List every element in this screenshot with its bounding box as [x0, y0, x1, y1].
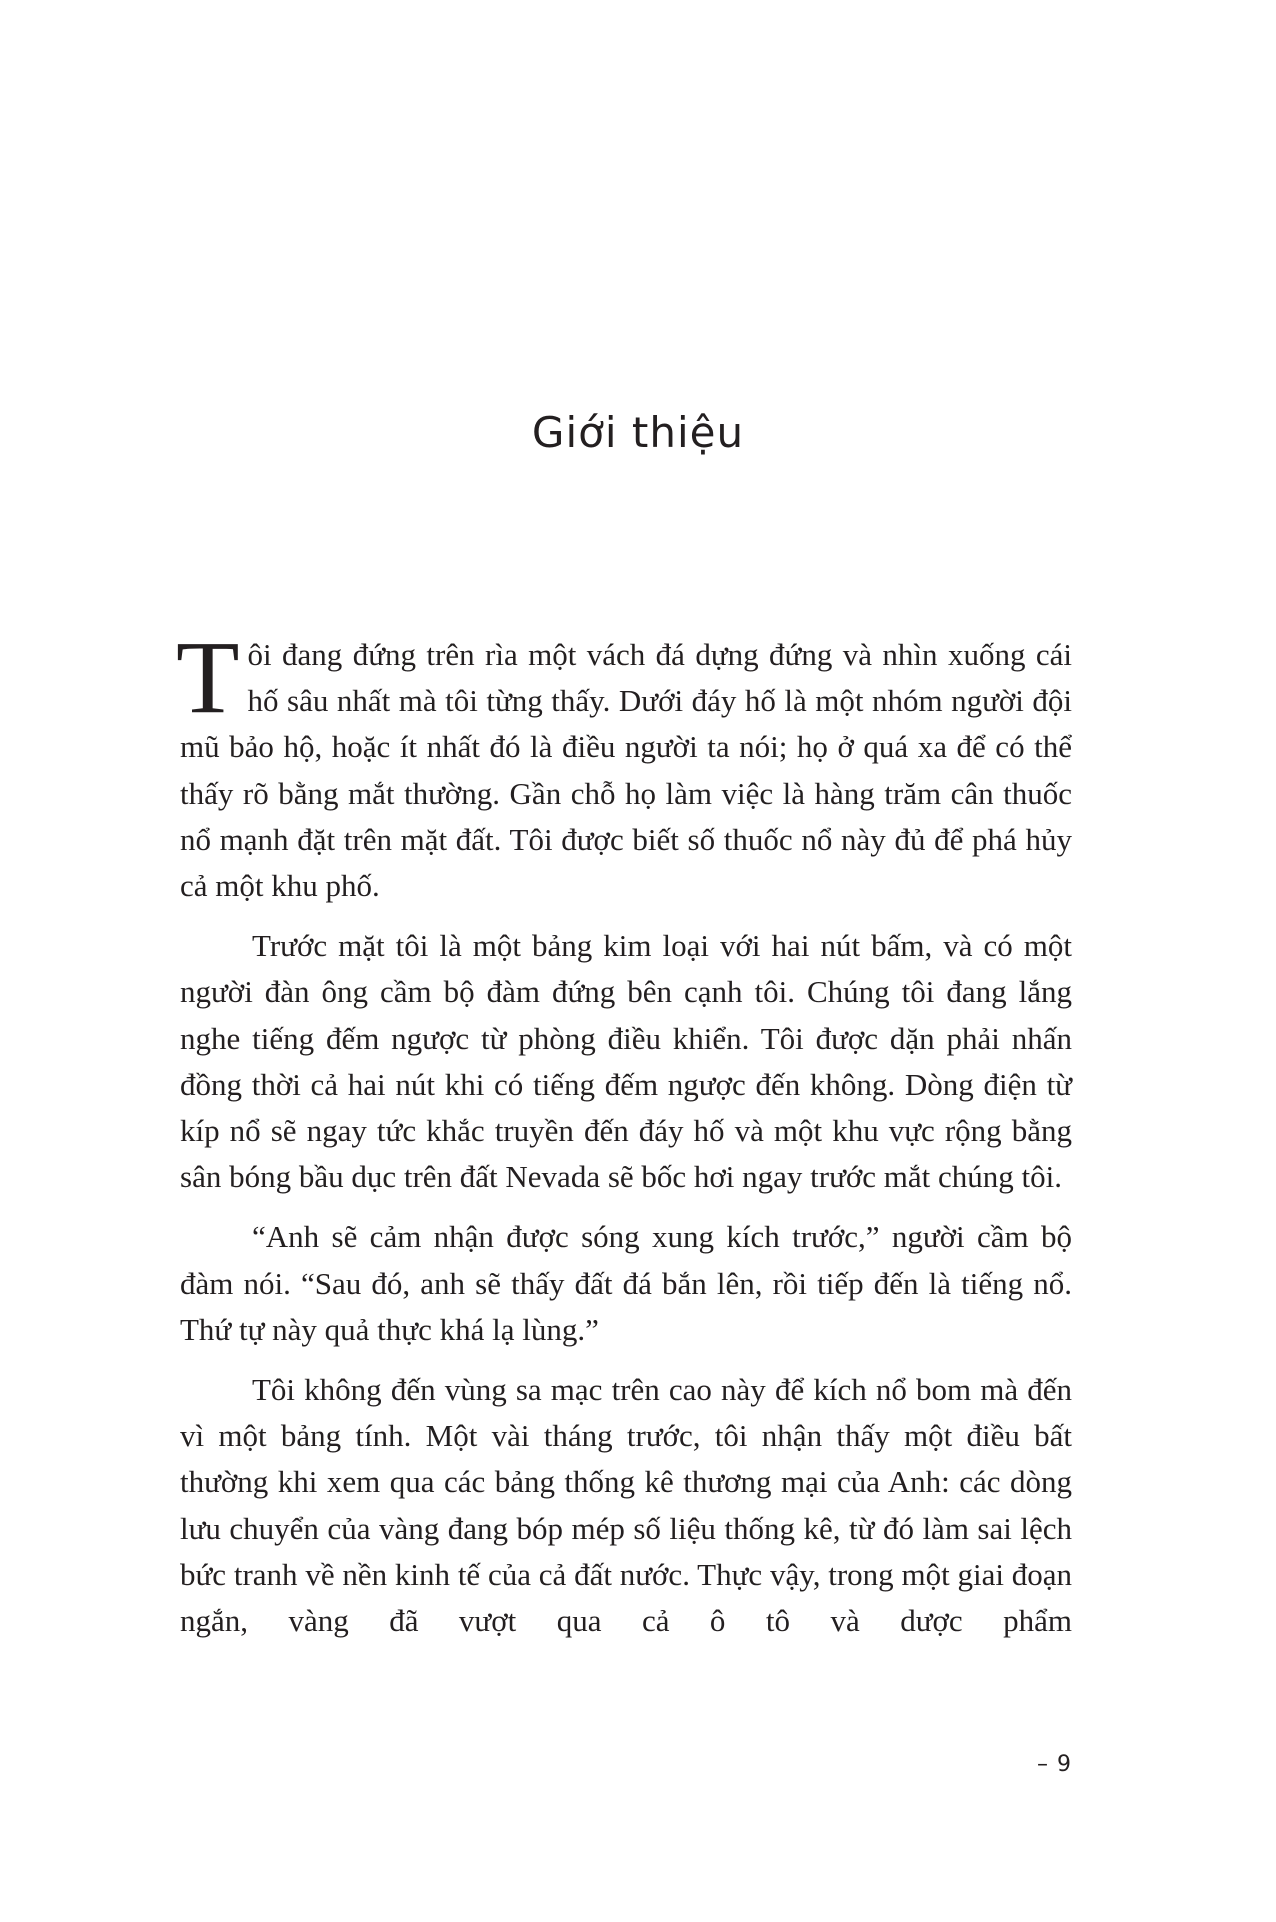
drop-cap: T	[176, 620, 240, 735]
paragraph-3: “Anh sẽ cảm nhận được sóng xung kích trước,” người cầm bộ đàm nói. “Sau đó, anh sẽ thấy đất đá bắn lên, rồi tiếp đến là tiếng nổ. Thứ tự này quả thực khá lạ lùng.”	[180, 1219, 1072, 1347]
body-text	[176, 620, 1072, 1658]
paragraph-2: Trước mặt tôi là một bảng kim loại với hai nút bấm, và có một người đàn ông cầm bộ đàm đứng bên cạnh tôi. Chúng tôi đang lắng nghe tiếng đếm ngược từ phòng điều khiển. Tôi được dặn phải nhấn đồng thời cả hai nút khi có tiếng đếm ngược đến không. Dòng điện từ kíp nổ sẽ ngay tức khắc truyền đến đáy hố và một khu vực rộng bằng sân bóng bầu dục trên đất Nevada sẽ bốc hơi ngay trước mắt chúng tôi.	[180, 928, 1072, 1195]
page-number: – 9	[1037, 1752, 1072, 1777]
paragraph-1-text: ôi đang đứng trên rìa một vách đá dựng đứng và nhìn xuống cái hố sâu nhất mà tôi từng thấy. Dưới đáy hố là một nhóm người đội mũ bảo hộ, hoặc ít nhất đó là điều người ta nói; họ ở quá xa để có thể thấy rõ bằng mắt thường. Gần chỗ họ làm việc là hàng trăm cân thuốc nổ mạnh đặt trên mặt đất. Tôi được biết số thuốc nổ này đủ để phá hủy cả một khu phố.	[180, 637, 1072, 904]
paragraph-1	[176, 620, 1072, 909]
paragraph-4: Tôi không đến vùng sa mạc trên cao này để kích nổ bom mà đến vì một bảng tính. Một vài tháng trước, tôi nhận thấy một điều bất thường khi xem qua các bảng thống kê thương mại của Anh: các dòng lưu chuyển của vàng đang bóp mép số liệu thống kê, từ đó làm sai lệch bức tranh về nền kinh tế của cả đất nước. Thực vậy, trong một giai đoạn ngắn, vàng đã vượt qua cả ô tô và dược phẩm	[180, 1372, 1072, 1639]
chapter-title: Giới thiệu	[531, 408, 745, 457]
